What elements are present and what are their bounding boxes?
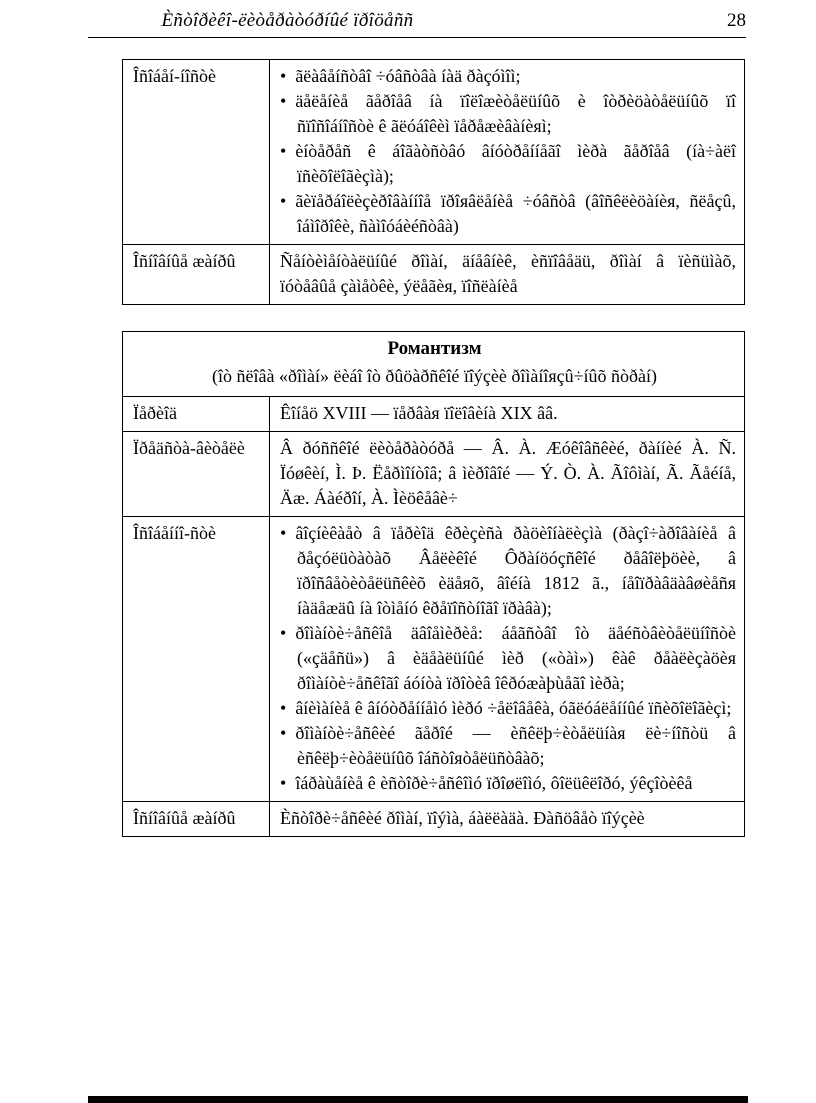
row-label-features: Îñîáåííî-ñòè bbox=[123, 517, 270, 802]
row-label-features: Îñîáåí-íîñòè bbox=[123, 60, 270, 245]
representatives-cell: Â ðóññêîé ëèòåðàòóðå — Â. À. Æóêîâñêèé, ðàííèé À. Ñ. Ïóøêèí, Ì. Þ. Ëåðìîíòîâ; â ìèðîâîé — Ý. Ò. À. Ãîôìàí, Ã. Ãåéíå, Äæ. Áàéðîí, À. Ìèöêåâè÷ bbox=[270, 432, 745, 517]
genres-cell: Ñåíòèìåíòàëüíûé ðîìàí, äíåâíèê, èñïîâåäü, ðîìàí â ïèñüìàõ, ïóòåâûå çàìåòêè, ýëåãèя, ïîñëàíèå bbox=[270, 245, 745, 305]
table-row-period bbox=[123, 397, 745, 432]
sentimentalism-table bbox=[122, 59, 745, 305]
table-row-genres bbox=[123, 802, 745, 837]
row-label-genres: Îñíîâíûå æàíðû bbox=[123, 245, 270, 305]
bullet-item: • èíòåðåñ ê áîãàòñòâó âíóòðåííåãî ìèðà ãåðîåâ (íà÷àëî ïñèõîëîãèçìà); bbox=[280, 139, 736, 189]
page-header bbox=[88, 0, 746, 38]
period-cell: Êîíåö XVIII — ïåðâàя ïîëîâèíà XIX ââ. bbox=[270, 397, 745, 432]
bullet-item: • ãèïåðáîëèçèðîâàííîå ïðîяâëåíèå ÷óâñòâ (âîñêëèöàíèя, ñëåçû, îáìîðîêè, ñàìîóáèéñòâà) bbox=[280, 189, 736, 239]
bullet-item: • âíèìàíèå ê âíóòðåííåìó ìèðó ÷åëîâåêà, óãëóáëåííûé ïñèõîëîãèçì; bbox=[280, 696, 736, 721]
page-content bbox=[88, 0, 746, 837]
table-row-features bbox=[123, 60, 745, 245]
romanticism-table bbox=[122, 331, 745, 837]
genres-cell: Èñòîðè÷åñêèé ðîìàí, ïîýìà, áàëëàäà. Ðàñöâåò ïîýçèè bbox=[270, 802, 745, 837]
title-cell bbox=[123, 332, 745, 397]
bullet-item: • äåëåíèå ãåðîåâ íà ïîëîæèòåëüíûõ è îòðèöàòåëüíûõ ïî ñïîñîáíîñòè ê ãëóáîêèì ïåðåæèâàíèяì; bbox=[280, 89, 736, 139]
row-label-genres: Îñíîâíûå æàíðû bbox=[123, 802, 270, 837]
table-row-representatives bbox=[123, 432, 745, 517]
running-title: Èñòîðèêî-ëèòåðàòóðíûé ïðîöåññ bbox=[161, 10, 414, 31]
row-label-representatives: Ïðåäñòà-âèòåëè bbox=[123, 432, 270, 517]
table-title: Романтизм bbox=[387, 338, 482, 359]
bullet-item: • ðîìàíòè÷åñêîå äâîåìèðèå: áåãñòâî îò äåéñòâèòåëüíîñòè («çäåñü») â èäåàëüíûé ìèð («òàì») êàê ðåàëèçàöèя ðîìàíòè÷åñêîãî áóíòà ïðîòèâ îêðóæàþùåãî ìèðà; bbox=[280, 621, 736, 696]
table-row-title bbox=[123, 332, 745, 397]
features-cell bbox=[270, 517, 745, 802]
page-bottom-rule bbox=[88, 1096, 748, 1103]
bullet-item: • ðîìàíòè÷åñêèé ãåðîé — èñêëþ÷èòåëüíàя ëè÷íîñòü â èñêëþ÷èòåëüíûõ îáñòîяòåëüñòâàõ; bbox=[280, 721, 736, 771]
table-row-genres bbox=[123, 245, 745, 305]
table-row-features bbox=[123, 517, 745, 802]
bullet-item: • âîçíèêàåò â ïåðèîä êðèçèñà ðàöèîíàëèçìà (ðàçî÷àðîâàíèå â ðåçóëüòàòàõ Âåëèêîé Ôðàíöóçñêîé ðåâîëþöèè, â ïðîñâåòèòåëüñêèõ èäåяõ, âîéíà 1812 ã., íåîïðàâäàâøèåñя íàäåæäû íà îòìåíó êðåïîñòíîãî ïðàâà); bbox=[280, 521, 736, 621]
bullet-item: • îáðàùåíèå ê èñòîðè÷åñêîìó ïðîøëîìó, ôîëüêëîðó, ýêçîòèêå bbox=[280, 771, 736, 796]
features-cell bbox=[270, 60, 745, 245]
page-number: 28 bbox=[727, 10, 746, 31]
table-subtitle: (îò ñëîâà «ðîìàí» ëèáî îò ðûöàðñêîé ïîýçèè ðîìàíîяçû÷íûõ ñòðàí) bbox=[212, 366, 657, 386]
bullet-item: • ãëàâåíñòâî ÷óâñòâà íàä ðàçóìîì; bbox=[280, 64, 736, 89]
row-label-period: Ïåðèîä bbox=[123, 397, 270, 432]
